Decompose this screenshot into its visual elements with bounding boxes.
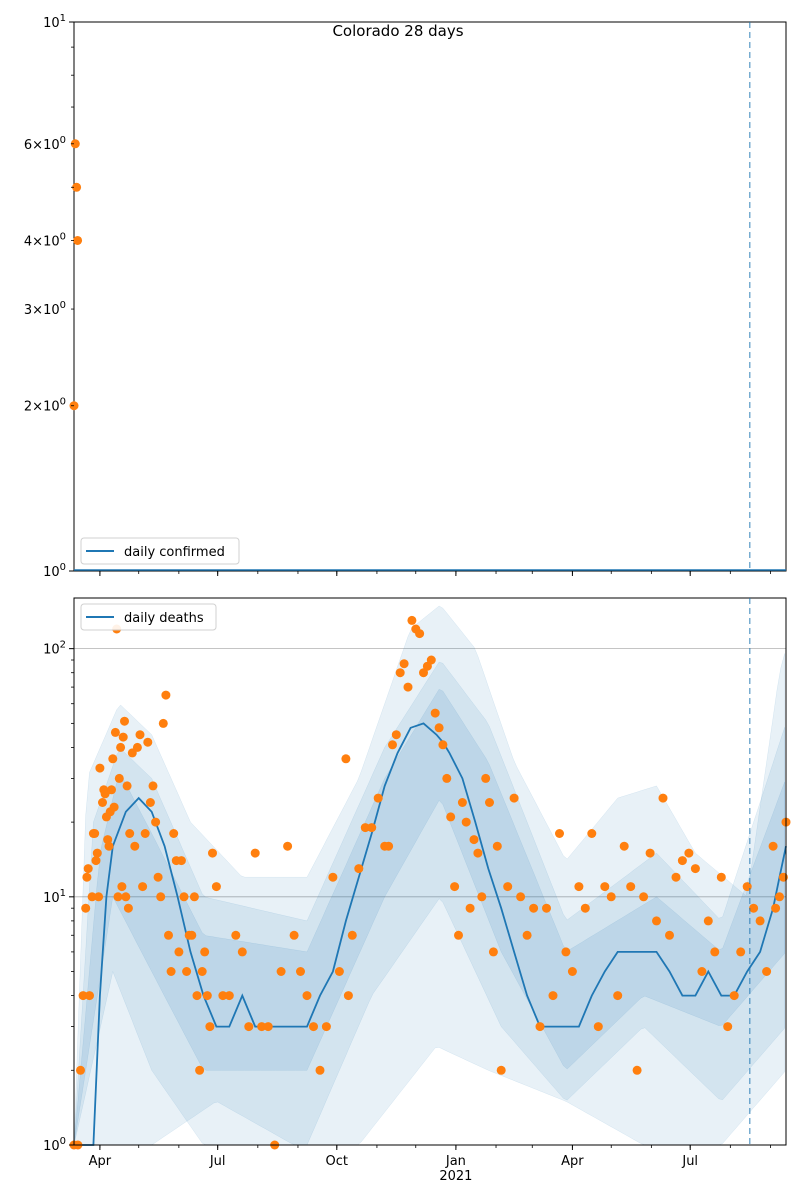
observed-death-point (473, 849, 482, 858)
observed-death-point (769, 842, 778, 851)
top-axes (24, 13, 786, 580)
observed-death-point (94, 892, 103, 901)
observed-death-point (652, 916, 661, 925)
observed-death-point (458, 798, 467, 807)
observed-death-point (587, 829, 596, 838)
observed-death-point (489, 947, 498, 956)
observed-death-point (151, 818, 160, 827)
observed-death-point (600, 882, 609, 891)
observed-death-point (485, 798, 494, 807)
observed-death-point (231, 931, 240, 940)
observed-death-point (119, 733, 128, 742)
observed-death-point (691, 864, 700, 873)
y-minor-tick-label: $6\times 10^0$ (23, 134, 66, 153)
observed-death-point (510, 794, 519, 803)
observed-death-point (446, 812, 455, 821)
observed-death-point (180, 892, 189, 901)
observed-death-point (208, 849, 217, 858)
observed-death-point (549, 991, 558, 1000)
observed-death-point (341, 754, 350, 763)
observed-death-point (374, 794, 383, 803)
observed-death-point (438, 740, 447, 749)
observed-death-point (174, 947, 183, 956)
observed-death-point (672, 873, 681, 882)
observed-death-point (161, 691, 170, 700)
observed-death-point (384, 842, 393, 851)
observed-death-point (159, 719, 168, 728)
observed-death-point (775, 892, 784, 901)
observed-death-point (665, 931, 674, 940)
observed-death-point (200, 947, 209, 956)
observed-death-point (107, 785, 116, 794)
observed-death-point (542, 904, 551, 913)
observed-death-point (470, 835, 479, 844)
observed-death-point (723, 1022, 732, 1031)
observed-death-point (123, 781, 132, 790)
observed-death-point (149, 781, 158, 790)
legend-label-daily-deaths: daily deaths (124, 611, 204, 626)
legend-label-daily-confirmed: daily confirmed (124, 545, 225, 560)
observed-death-point (110, 803, 119, 812)
observed-death-point (633, 1066, 642, 1075)
x-tick-label: 2021 (439, 1169, 473, 1184)
observed-death-point (435, 723, 444, 732)
observed-death-point (115, 774, 124, 783)
observed-death-point (493, 842, 502, 851)
observed-death-point (84, 864, 93, 873)
observed-death-point (187, 931, 196, 940)
y-minor-tick-label: $4\times 10^0$ (23, 231, 66, 250)
observed-death-point (133, 743, 142, 752)
observed-death-point (536, 1022, 545, 1031)
observed-death-point (335, 967, 344, 976)
x-tick-label: Jan (445, 1154, 466, 1169)
observed-death-point (114, 892, 123, 901)
y-tick-label: $10^1$ (43, 13, 66, 31)
observed-death-point (516, 892, 525, 901)
observed-death-point (156, 892, 165, 901)
observed-death-point (238, 947, 247, 956)
observed-death-point (454, 931, 463, 940)
observed-death-point (195, 1066, 204, 1075)
observed-death-point (154, 873, 163, 882)
top-legend (81, 538, 239, 564)
observed-death-point (594, 1022, 603, 1031)
observed-death-point (354, 864, 363, 873)
observed-death-point (404, 683, 413, 692)
y-tick-label: $10^2$ (43, 639, 66, 658)
observed-death-point (503, 882, 512, 891)
observed-death-point (164, 931, 173, 940)
observed-death-point (251, 849, 260, 858)
observed-death-point (92, 856, 101, 865)
y-tick-label: $10^0$ (43, 562, 66, 580)
observed-death-point (400, 659, 409, 668)
observed-death-point (296, 967, 305, 976)
observed-death-point (431, 709, 440, 718)
observed-death-point (450, 882, 459, 891)
observed-death-point (98, 798, 107, 807)
observed-death-point (277, 967, 286, 976)
observed-death-point (736, 947, 745, 956)
observed-death-point (316, 1066, 325, 1075)
observed-death-point (212, 882, 221, 891)
observed-death-point (407, 616, 416, 625)
y-minor-tick-label: $3\times 10^0$ (23, 300, 66, 319)
observed-death-point (105, 842, 114, 851)
observed-death-point (309, 1022, 318, 1031)
observed-death-point (143, 738, 152, 747)
observed-death-point (427, 656, 436, 665)
observed-death-point (205, 1022, 214, 1031)
x-tick-label: Apr (88, 1154, 112, 1169)
observed-death-point (581, 904, 590, 913)
x-tick-label: Jul (209, 1154, 226, 1169)
observed-death-point (613, 991, 622, 1000)
observed-death-point (396, 668, 405, 677)
observed-death-point (710, 947, 719, 956)
observed-death-point (561, 947, 570, 956)
observed-death-point (177, 856, 186, 865)
observed-death-point (529, 904, 538, 913)
observed-death-point (462, 818, 471, 827)
observed-death-point (111, 728, 120, 737)
observed-death-point (497, 1066, 506, 1075)
observed-death-point (117, 882, 126, 891)
x-tick-label: Oct (325, 1154, 349, 1169)
observed-death-point (779, 873, 788, 882)
observed-death-point (290, 931, 299, 940)
observed-death-point (108, 754, 117, 763)
observed-death-point (704, 916, 713, 925)
observed-death-point (125, 829, 134, 838)
observed-death-point (82, 873, 91, 882)
observed-point (73, 236, 82, 245)
observed-death-point (198, 967, 207, 976)
observed-death-point (466, 904, 475, 913)
observed-death-point (90, 829, 99, 838)
observed-death-point (367, 823, 376, 832)
observed-death-point (203, 991, 212, 1000)
observed-death-point (730, 991, 739, 1000)
observed-death-point (328, 873, 337, 882)
observed-death-point (124, 904, 133, 913)
y-tick-label: $10^1$ (43, 887, 66, 906)
observed-death-point (95, 764, 104, 773)
observed-death-point (190, 892, 199, 901)
observed-death-point (442, 774, 451, 783)
top-axes-frame (74, 22, 786, 571)
observed-death-point (574, 882, 583, 891)
observed-death-point (264, 1022, 273, 1031)
observed-death-point (116, 743, 125, 752)
observed-death-point (322, 1022, 331, 1031)
observed-death-point (303, 991, 312, 1000)
observed-death-point (120, 717, 129, 726)
chart-title: Colorado 28 days (332, 22, 464, 40)
observed-death-point (684, 849, 693, 858)
observed-death-point (244, 1022, 253, 1031)
observed-death-point (477, 892, 486, 901)
x-tick-label: Jul (682, 1154, 699, 1169)
observed-death-point (146, 798, 155, 807)
observed-death-point (626, 882, 635, 891)
observed-death-point (348, 931, 357, 940)
observed-death-point (620, 842, 629, 851)
y-tick-label: $10^0$ (43, 1136, 66, 1154)
observed-death-point (771, 904, 780, 913)
observed-death-point (481, 774, 490, 783)
observed-death-point (169, 829, 178, 838)
observed-death-point (523, 931, 532, 940)
observed-death-point (138, 882, 147, 891)
observed-death-point (193, 991, 202, 1000)
observed-death-point (93, 849, 102, 858)
observed-death-point (568, 967, 577, 976)
observed-death-point (646, 849, 655, 858)
observed-death-point (762, 967, 771, 976)
observed-death-point (167, 967, 176, 976)
observed-death-point (659, 794, 668, 803)
observed-death-point (717, 873, 726, 882)
x-tick-label: Apr (561, 1154, 584, 1169)
observed-death-point (225, 991, 234, 1000)
bottom-legend (81, 604, 216, 630)
observed-death-point (81, 904, 90, 913)
observed-death-point (182, 967, 191, 976)
observed-death-point (678, 856, 687, 865)
observed-death-point (415, 629, 424, 638)
observed-death-point (392, 730, 401, 739)
observed-death-point (121, 892, 130, 901)
observed-death-point (697, 967, 706, 976)
y-minor-tick-label: $2\times 10^0$ (23, 396, 66, 415)
observed-death-point (555, 829, 564, 838)
observed-death-point (141, 829, 150, 838)
observed-death-point (76, 1066, 85, 1075)
observed-death-point (388, 740, 397, 749)
observed-death-point (136, 730, 145, 739)
observed-death-point (344, 991, 353, 1000)
observed-death-point (607, 892, 616, 901)
observed-death-point (756, 916, 765, 925)
observed-death-point (639, 892, 648, 901)
observed-death-point (130, 842, 139, 851)
bottom-axes (43, 598, 790, 1184)
observed-death-point (85, 991, 94, 1000)
observed-death-point (283, 842, 292, 851)
